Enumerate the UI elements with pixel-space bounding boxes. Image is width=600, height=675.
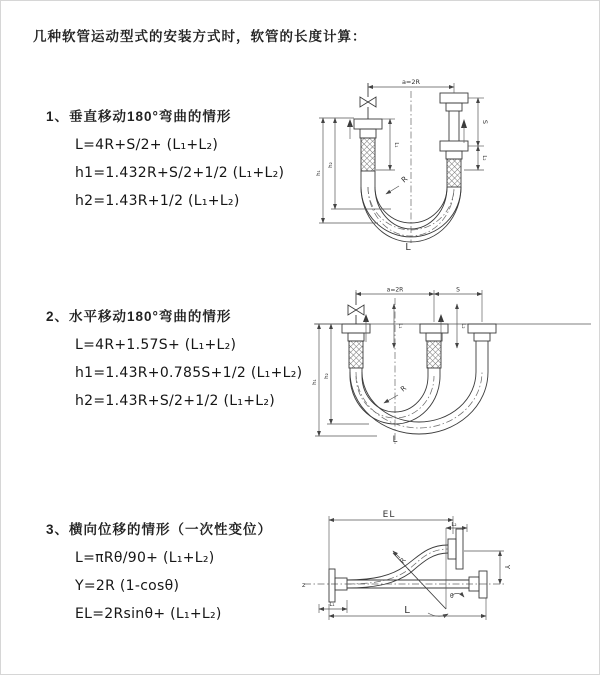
formula-line: L=4R+1.57S+ (L₁+L₂) xyxy=(75,337,237,353)
length-label: L xyxy=(405,242,411,253)
hose-assembly-drawing xyxy=(347,83,468,243)
dim-label-l1: L₁ xyxy=(329,602,335,608)
dim-label-a2r: a=2R xyxy=(386,286,404,294)
right-pipe-fitting xyxy=(468,324,496,372)
middle-pipe-fitting xyxy=(420,324,448,376)
dim-label-y: Y xyxy=(503,564,511,570)
formula-line: L=πRθ/90+ (L₁+L₂) xyxy=(75,550,215,566)
dim-label-l1: L₁ xyxy=(393,142,399,148)
dim-label-s: S xyxy=(456,286,460,294)
hose-centerline-curve xyxy=(347,549,448,584)
formula-line: h1=1.43R+0.785S+1/2 (L₁+L₂) xyxy=(75,365,303,381)
length-label: L xyxy=(392,435,398,445)
dim-label-el: EL xyxy=(382,510,396,520)
u-bend-arcs xyxy=(350,372,488,434)
left-pipe-fitting xyxy=(354,83,382,187)
valve-icon xyxy=(348,305,364,315)
dim-label-s: S xyxy=(481,119,489,125)
section-1-heading: 1、垂直移动180°弯曲的情形 xyxy=(46,109,232,124)
radius-label: R xyxy=(399,174,410,185)
dim-label-h1: h₁ xyxy=(312,379,318,385)
section-3-heading: 3、横向位移的情形（一次性变位） xyxy=(46,522,273,537)
formula-line: Y=2R (1-cosθ) xyxy=(75,578,180,594)
dim-label-l2: L₂ xyxy=(481,155,487,161)
section-1-formulas xyxy=(75,131,284,215)
dim-label-h2: h₂ xyxy=(324,373,330,379)
formula-line: EL=2Rsinθ+ (L₁+L₂) xyxy=(75,606,222,622)
dim-label-a2r: a=2R xyxy=(401,78,421,86)
section-3-formulas xyxy=(75,544,222,628)
radius-label: R xyxy=(398,556,408,566)
section-2-heading: 2、水平移动180°弯曲的情形 xyxy=(46,309,232,324)
diagram-lateral-displacement xyxy=(301,496,596,651)
dim-label-l2: L₂ xyxy=(451,522,457,528)
dimensions xyxy=(316,78,489,253)
axis-mark: z xyxy=(302,581,306,589)
dim-label-h1: h₁ xyxy=(316,170,322,176)
diagram-horizontal-bend xyxy=(311,284,596,454)
dim-label-l: L xyxy=(404,605,410,616)
right-lower-flange xyxy=(479,571,487,598)
formula-line: h2=1.43R+S/2+1/2 (L₁+L₂) xyxy=(75,393,276,409)
section-2-formulas xyxy=(75,331,302,415)
dimensions xyxy=(312,287,482,446)
diagram-vertical-bend xyxy=(316,73,591,258)
dim-label-h2: h₂ xyxy=(328,162,334,168)
page-title: 几种软管运动型式的安装方式时，软管的长度计算： xyxy=(33,29,367,44)
hose-assembly-drawing xyxy=(314,292,591,444)
left-flange-fitting xyxy=(329,569,347,602)
right-upper-flange xyxy=(456,529,463,569)
formula-line: L=4R+S/2+ (L₁+L₂) xyxy=(75,137,219,153)
displaced-position-hose xyxy=(347,529,463,588)
dimensions xyxy=(319,510,511,620)
theta-label: θ xyxy=(450,593,454,600)
dim-label-l1: L₁ xyxy=(397,323,403,329)
formula-line: h1=1.432R+S/2+1/2 (L₁+L₂) xyxy=(75,165,285,181)
formula-line: h2=1.43R+1/2 (L₁+L₂) xyxy=(75,193,240,209)
radius-label: R xyxy=(399,384,409,394)
dim-label-l2: L₂ xyxy=(460,323,466,329)
angle-sweep-arrow xyxy=(452,593,464,597)
valve-icon xyxy=(360,97,376,107)
straight-position-pipe xyxy=(347,571,487,598)
